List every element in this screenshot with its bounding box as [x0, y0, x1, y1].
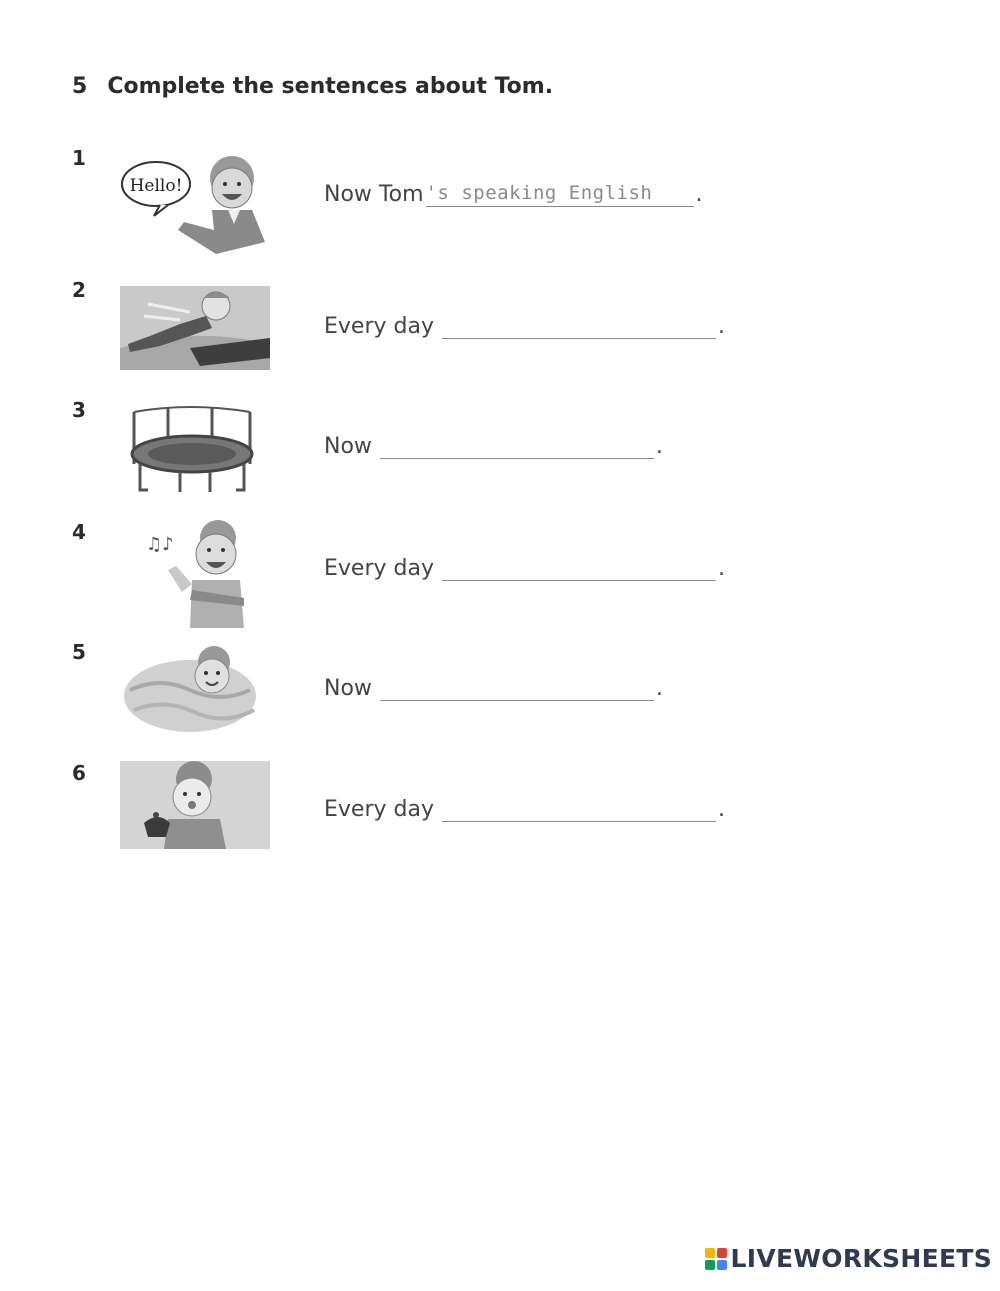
sentence-period: . — [717, 797, 725, 822]
svg-text:♫♪: ♫♪ — [146, 534, 174, 555]
item-number: 4 — [72, 520, 86, 544]
answer-field-6[interactable] — [442, 795, 716, 822]
exercise-item-1 — [0, 146, 1000, 256]
item-number: 1 — [72, 146, 86, 170]
answer-field-2[interactable] — [442, 312, 716, 339]
sentence-prefix: Now Tom — [324, 182, 424, 207]
item-number: 2 — [72, 278, 86, 302]
tom-swimming-picture — [120, 640, 270, 740]
sentence-6 — [324, 795, 725, 822]
sentence-2 — [324, 312, 725, 339]
exercise-item-4 — [0, 520, 1000, 630]
item-number: 3 — [72, 398, 86, 422]
exercise-item-3 — [0, 398, 1000, 508]
sentence-3 — [324, 432, 663, 459]
sentence-1 — [324, 180, 703, 207]
exercise-item-2 — [0, 278, 1000, 388]
sentence-prefix: Now — [324, 676, 372, 701]
sentence-period: . — [717, 556, 725, 581]
answer-field-4[interactable] — [442, 554, 716, 581]
tom-singing-picture — [120, 520, 270, 630]
exercise-item-6 — [0, 761, 1000, 871]
sentence-prefix: Every day — [324, 797, 434, 822]
sentence-prefix: Every day — [324, 556, 434, 581]
exercise-item-5 — [0, 640, 1000, 750]
item-number: 6 — [72, 761, 86, 785]
liveworksheets-logo[interactable] — [705, 1244, 992, 1273]
trampoline-picture — [120, 402, 270, 498]
answer-field-1[interactable]: 's speaking English — [426, 180, 694, 207]
sentence-period: . — [655, 676, 663, 701]
sentence-period: . — [655, 434, 663, 459]
speech-bubble-text: Hello! — [129, 176, 183, 196]
sentence-5 — [324, 674, 663, 701]
sentence-period: . — [695, 182, 703, 207]
tom-jumping-picture — [120, 286, 270, 370]
answer-field-5[interactable] — [380, 674, 654, 701]
tom-eating-picture — [120, 761, 270, 849]
sentence-period: . — [717, 314, 725, 339]
exercise-number: 5 — [72, 74, 88, 99]
logo-square — [705, 1260, 715, 1270]
logo-square — [717, 1260, 727, 1270]
brand-name: LIVEWORKSHEETS — [730, 1244, 992, 1273]
sentence-prefix: Now — [324, 434, 372, 459]
logo-squares-icon — [705, 1248, 727, 1270]
answer-field-3[interactable] — [380, 432, 654, 459]
exercise-instruction: Complete the sentences about Tom. — [107, 74, 554, 99]
exercise-heading — [72, 74, 553, 99]
logo-square — [717, 1248, 727, 1258]
tom-saying-hello-picture — [120, 150, 270, 258]
item-number: 5 — [72, 640, 86, 664]
sentence-4 — [324, 554, 725, 581]
sentence-prefix: Every day — [324, 314, 434, 339]
logo-square — [705, 1248, 715, 1258]
